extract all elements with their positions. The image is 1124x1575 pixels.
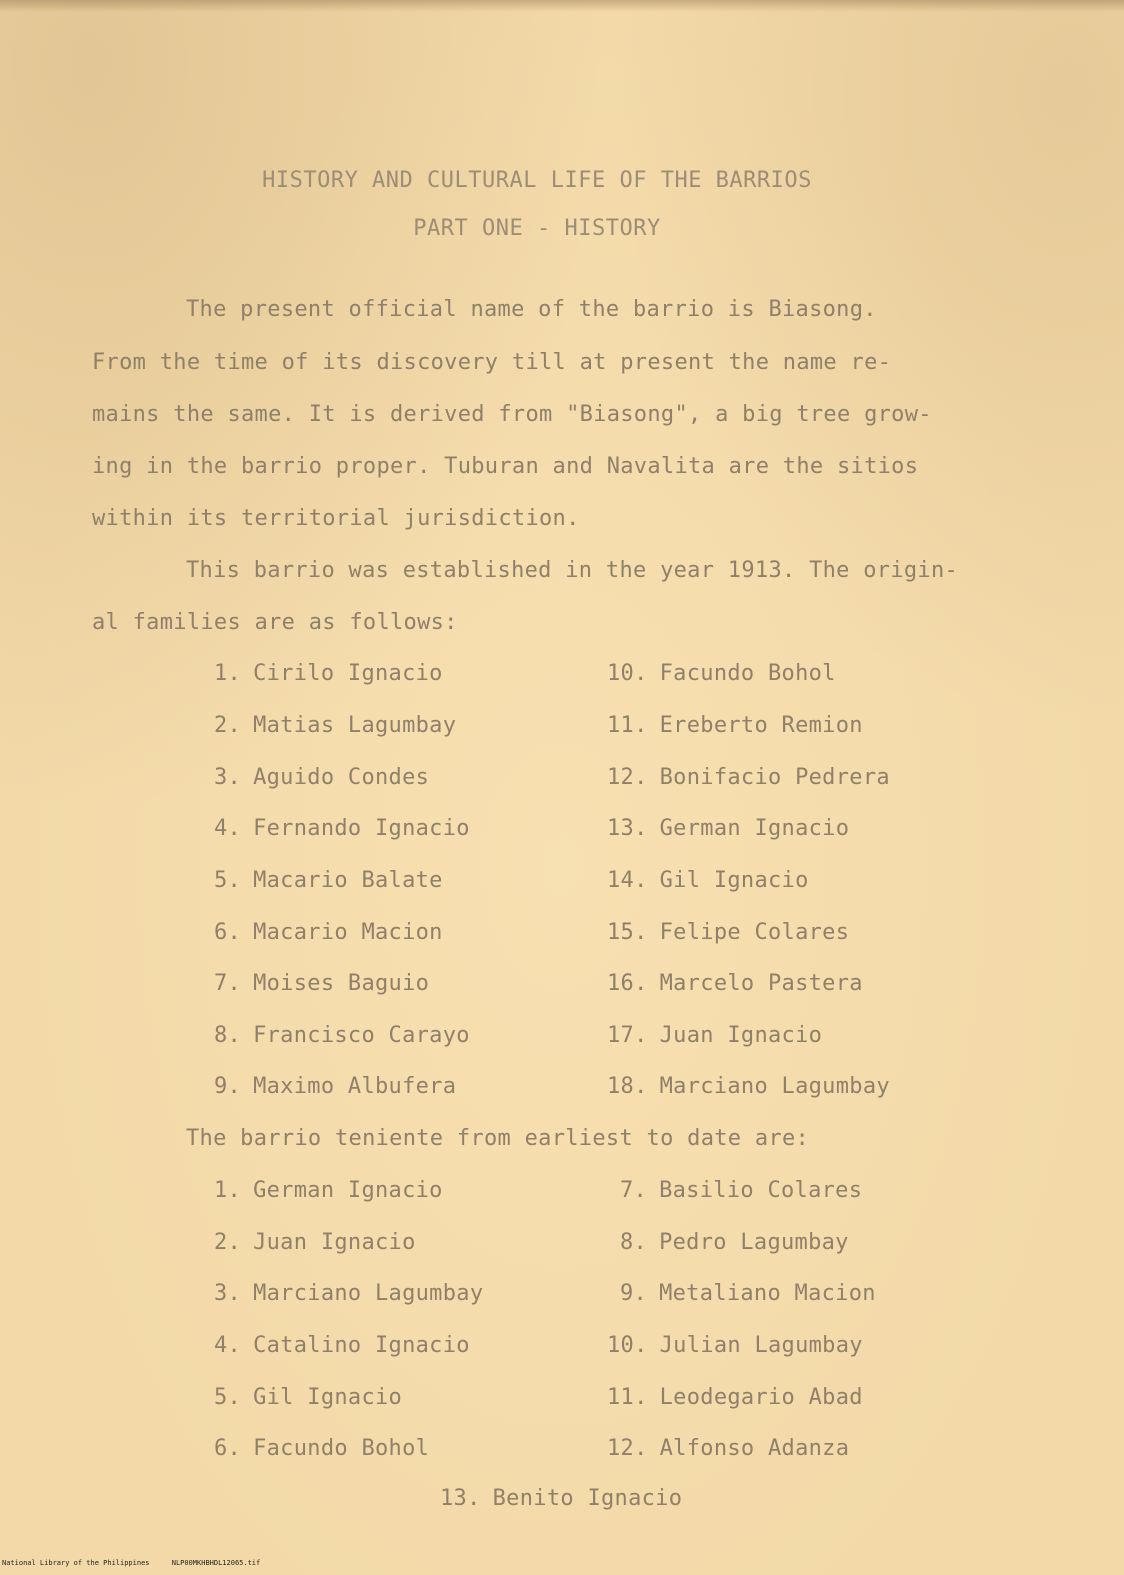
family-list-item: 3. Aguido Condes	[214, 765, 430, 790]
scan-footer	[2, 1559, 278, 1567]
teniente-list-item: 6. Facundo Bohol	[214, 1436, 430, 1461]
family-list-item: 18. Marciano Lagumbay	[607, 1074, 890, 1099]
paragraph-line: within its territorial jurisdiction.	[92, 506, 580, 531]
paragraph-line: mains the same. It is derived from "Biasong", a big tree grow-	[92, 402, 932, 427]
family-list-item: 12. Bonifacio Pedrera	[607, 765, 890, 790]
teniente-list-item: 9. Metaliano Macion	[620, 1281, 876, 1306]
teniente-list-item: 10. Julian Lagumbay	[607, 1333, 863, 1358]
document-subtitle: PART ONE - HISTORY	[413, 216, 661, 241]
paragraph-line: The present official name of the barrio is Biasong.	[186, 297, 877, 322]
family-list-item: 5. Macario Balate	[214, 868, 443, 893]
family-list-item: 9. Maximo Albufera	[214, 1074, 457, 1099]
family-list-item: 14. Gil Ignacio	[607, 868, 809, 893]
family-list-item: 16. Marcelo Pastera	[607, 971, 863, 996]
teniente-list-item: 8. Pedro Lagumbay	[620, 1230, 849, 1255]
teniente-list-item: 11. Leodegario Abad	[607, 1385, 863, 1410]
family-list-item: 15. Felipe Colares	[607, 920, 850, 945]
footer-file: NLP00MKHBHDL12065.tif	[171, 1559, 261, 1567]
teniente-intro: The barrio teniente from earliest to date are:	[186, 1126, 810, 1151]
teniente-list-item: 1. German Ignacio	[214, 1178, 443, 1203]
family-list-item: 1. Cirilo Ignacio	[214, 661, 443, 686]
family-list-item: 17. Juan Ignacio	[607, 1023, 823, 1048]
family-list-item: 8. Francisco Carayo	[214, 1023, 470, 1048]
teniente-list-item: 3. Marciano Lagumbay	[214, 1281, 484, 1306]
teniente-list-item: 7. Basilio Colares	[620, 1178, 863, 1203]
teniente-list-item: 5. Gil Ignacio	[214, 1385, 403, 1410]
family-list-item: 6. Macario Macion	[214, 920, 443, 945]
footer-source: National Library of the Philippines	[2, 1559, 150, 1567]
family-list-item: 11. Ereberto Remion	[607, 713, 863, 738]
family-list-item: 10. Facundo Bohol	[607, 661, 836, 686]
paragraph-line: al families are as follows:	[92, 610, 458, 635]
family-list-item: 4. Fernando Ignacio	[214, 816, 470, 841]
paragraph-line: ing in the barrio proper. Tuburan and Navalita are the sitios	[92, 454, 919, 479]
teniente-list-item: 2. Juan Ignacio	[214, 1230, 416, 1255]
paragraph-line: From the time of its discovery till at present the name re-	[92, 350, 892, 375]
teniente-list-item: 13. Benito Ignacio	[440, 1486, 683, 1511]
page-top-edge	[0, 0, 1124, 12]
document-title: HISTORY AND CULTURAL LIFE OF THE BARRIOS	[262, 168, 812, 193]
teniente-list-item: 12. Alfonso Adanza	[607, 1436, 850, 1461]
family-list-item: 7. Moises Baguio	[214, 971, 430, 996]
family-list-item: 2. Matias Lagumbay	[214, 713, 457, 738]
teniente-list-item: 4. Catalino Ignacio	[214, 1333, 470, 1358]
family-list-item: 13. German Ignacio	[607, 816, 850, 841]
paragraph-line: This barrio was established in the year 1913. The origin-	[186, 558, 959, 583]
